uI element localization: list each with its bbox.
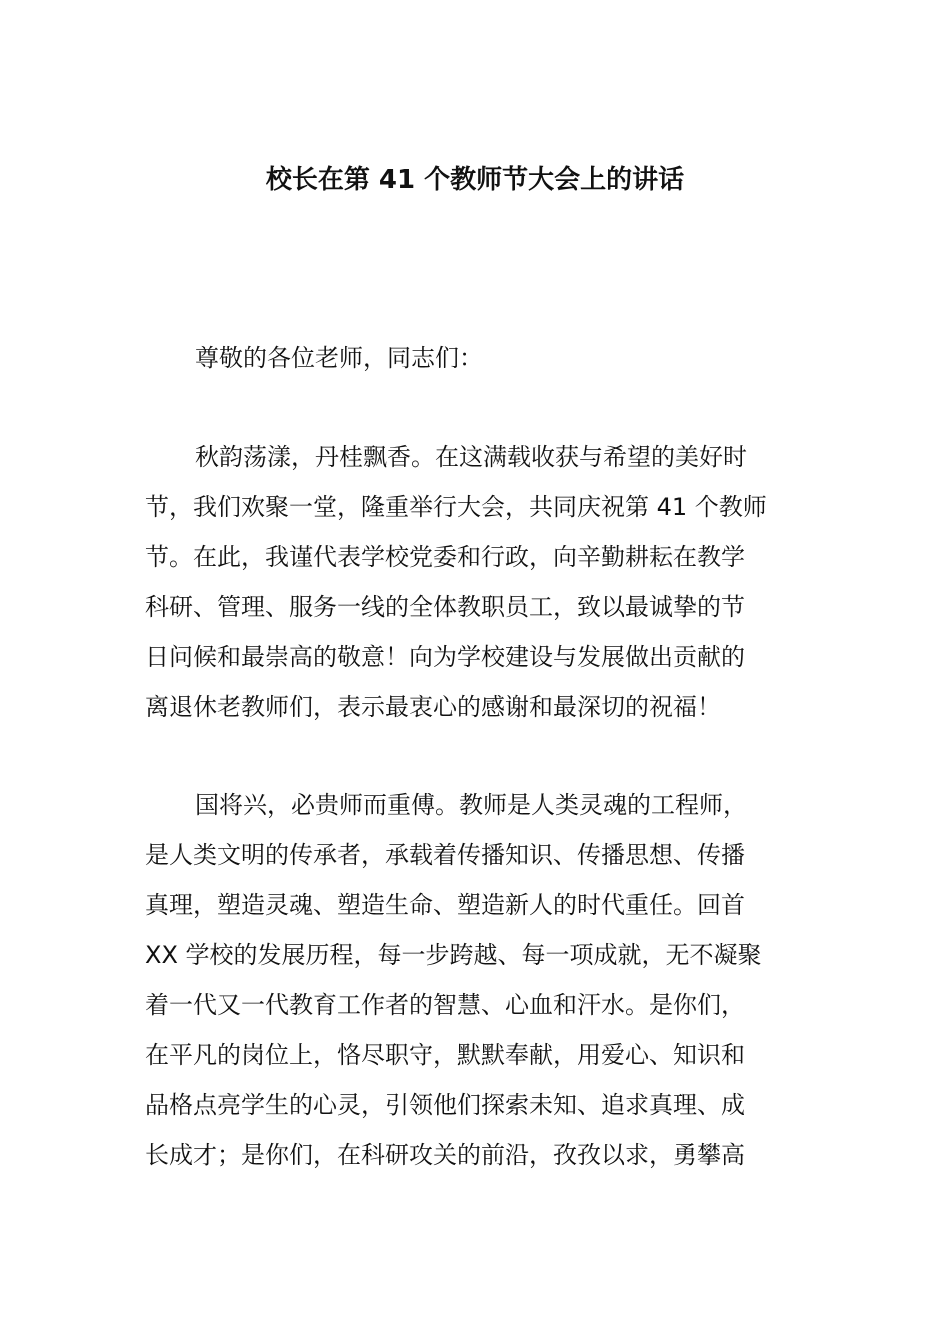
paragraph-1 xyxy=(145,432,815,732)
paragraph-line: 科研、管理、服务一线的全体教职员工，致以最诚挚的节 xyxy=(145,593,745,621)
paragraph-line: 节，我们欢聚一堂，隆重举行大会，共同庆祝第 41 个教师 xyxy=(145,493,767,521)
paragraph-line: 秋韵荡漾，丹桂飘香。在这满载收获与希望的美好时 xyxy=(195,443,747,471)
paragraph-line: 国将兴，必贵师而重傅。教师是人类灵魂的工程师， xyxy=(195,791,747,819)
document-title: 校长在第 41 个教师节大会上的讲话 xyxy=(265,165,685,195)
paragraph-line: 长成才；是你们，在科研攻关的前沿，孜孜以求，勇攀高 xyxy=(145,1141,745,1169)
paragraph-2 xyxy=(145,780,815,1180)
paragraph-line: 真理，塑造灵魂、塑造生命、塑造新人的时代重任。回首 xyxy=(145,891,745,919)
paragraph-line: 日问候和最崇高的敬意！向为学校建设与发展做出贡献的 xyxy=(145,643,745,671)
paragraph-line: 离退休老教师们，表示最衷心的感谢和最深切的祝福！ xyxy=(145,693,721,721)
salutation xyxy=(145,333,815,383)
paragraph-line: 品格点亮学生的心灵，引领他们探索未知、追求真理、成 xyxy=(145,1091,745,1119)
paragraph-line: XX 学校的发展历程，每一步跨越、每一项成就，无不凝聚 xyxy=(145,941,762,969)
salutation-text: 尊敬的各位老师，同志们： xyxy=(195,344,483,372)
paragraph-line: 节。在此，我谨代表学校党委和行政，向辛勤耕耘在教学 xyxy=(145,543,745,571)
paragraph-line: 着一代又一代教育工作者的智慧、心血和汗水。是你们， xyxy=(145,991,745,1019)
paragraph-line: 在平凡的岗位上，恪尽职守，默默奉献，用爱心、知识和 xyxy=(145,1041,745,1069)
paragraph-line: 是人类文明的传承者，承载着传播知识、传播思想、传播 xyxy=(145,841,745,869)
